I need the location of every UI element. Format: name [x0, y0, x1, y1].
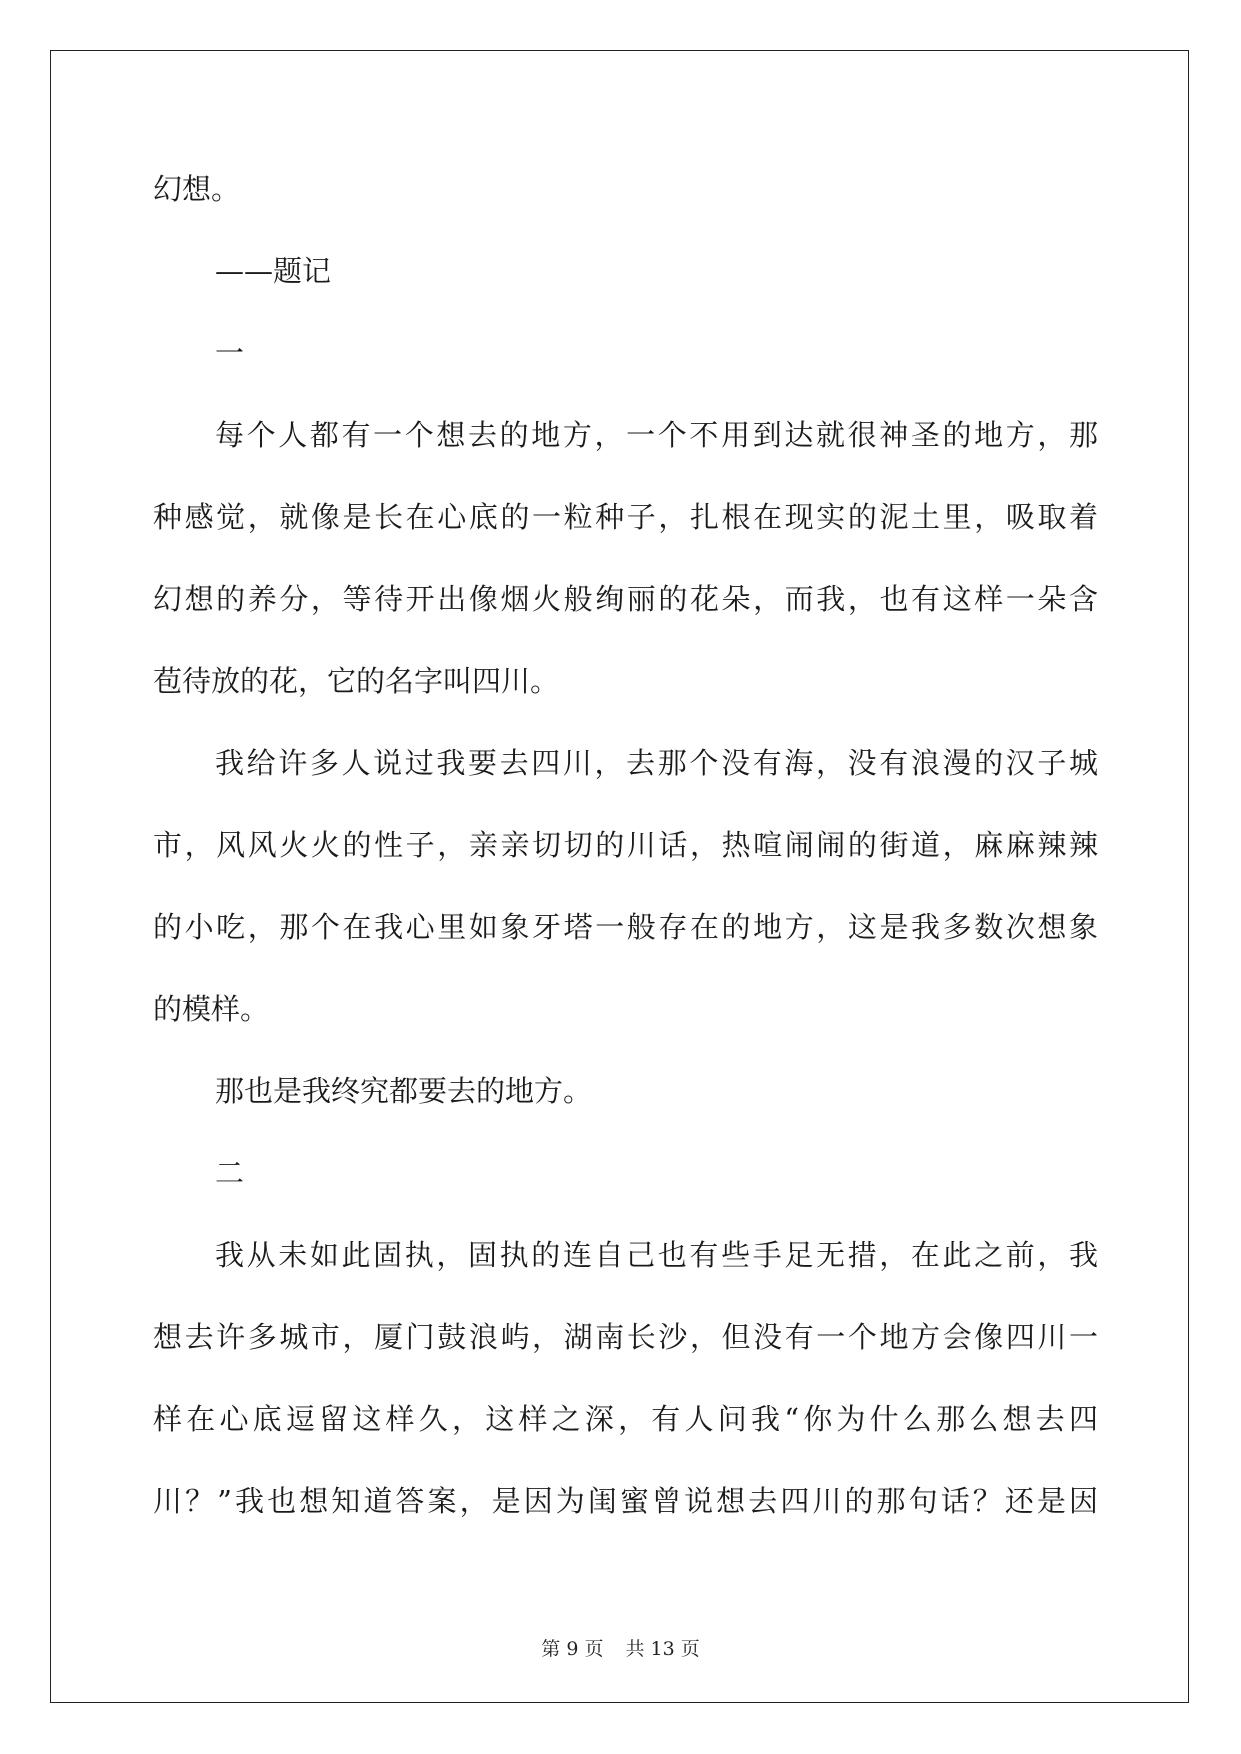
page-number: 第 9 页	[541, 1638, 604, 1660]
text-line: 我给许多人说过我要去四川，去那个没有海，没有浪漫的汉子城	[215, 746, 1098, 780]
text-line: 想去许多城市，厦门鼓浪屿，湖南长沙，但没有一个地方会像四川一	[153, 1320, 1098, 1354]
epigraph-attribution: ——题记	[215, 254, 332, 288]
text-line: 川？”我也想知道答案，是因为闺蜜曾说想去四川的那句话？还是因	[153, 1484, 1098, 1518]
page-footer	[0, 1636, 1241, 1662]
text-line: 苞待放的花，它的名字叫四川。	[153, 664, 560, 698]
text-line: 那也是我终究都要去的地方。	[215, 1074, 593, 1108]
text-line: 每个人都有一个想去的地方，一个不用到达就很神圣的地方，那	[215, 418, 1098, 452]
page-total: 共 13 页	[625, 1638, 700, 1660]
text-line: 市，风风火火的性子，亲亲切切的川话，热喧闹闹的街道，麻麻辣辣	[153, 828, 1098, 862]
text-line: 我从未如此固执，固执的连自己也有些手足无措，在此之前，我	[215, 1238, 1098, 1272]
text-line: 幻想的养分，等待开出像烟火般绚丽的花朵，而我，也有这样一朵含	[153, 582, 1098, 616]
text-line: 种感觉，就像是长在心底的一粒种子，扎根在现实的泥土里，吸取着	[153, 500, 1098, 534]
text-line: 幻想。	[153, 172, 241, 206]
section-heading: 二	[215, 1156, 245, 1190]
text-line: 的模样。	[153, 992, 270, 1026]
text-line: 的小吃，那个在我心里如象牙塔一般存在的地方，这是我多数次想象	[153, 910, 1098, 944]
document-body	[153, 161, 1098, 1555]
text-line: 样在心底逗留这样久，这样之深，有人问我“你为什么那么想去四	[153, 1402, 1098, 1436]
section-heading: 一	[215, 336, 245, 370]
